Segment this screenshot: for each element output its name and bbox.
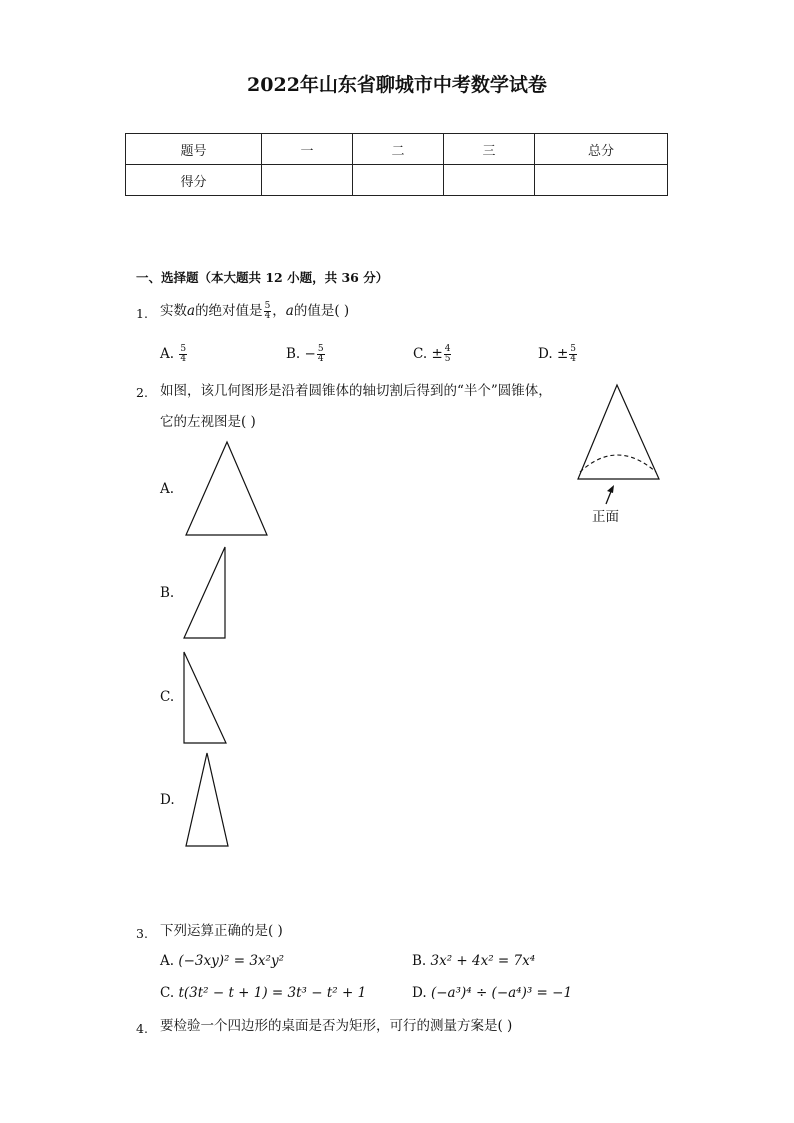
question-number: 4. xyxy=(136,1021,148,1036)
score-table xyxy=(125,133,668,196)
fraction: $\frac{5}{4}$ xyxy=(570,344,576,364)
option-d: D. (−a³)⁴ ÷ (−a⁴)³ = −1 xyxy=(412,985,573,1001)
option-a-label: A. xyxy=(160,481,175,497)
fraction: $\frac{4}{5}$ xyxy=(444,344,451,364)
score-cell xyxy=(535,165,668,196)
fraction: $\frac{5}{4}$ xyxy=(264,301,271,321)
option-d: D. ± $\frac{5}{4}$ xyxy=(538,344,576,364)
question-stem: 要检验一个四边形的桌面是否为矩形，可行的测量方案是( ) xyxy=(160,1018,513,1034)
stem-text: 的值是( ) xyxy=(293,303,350,319)
score-header-cell: 题号 xyxy=(126,134,262,165)
question-number: 2. xyxy=(136,385,148,400)
option-a-triangle xyxy=(184,440,270,538)
option-d-triangle xyxy=(184,751,232,849)
option-b-label: B. xyxy=(160,585,175,601)
option-b: B. − $\frac{5}{4}$ xyxy=(286,344,324,364)
score-row-label: 得分 xyxy=(126,165,262,196)
question-stem: 如图，该几何图形是沿着圆锥体的轴切割后得到的“半个”圆锥体， xyxy=(160,383,552,399)
score-cell xyxy=(444,165,535,196)
section-heading: 一、选择题（本大题共 12 小题，共 36 分） xyxy=(136,270,389,285)
option-c-label: C. xyxy=(160,689,175,705)
fraction: $\frac{5}{4}$ xyxy=(180,344,187,364)
option-d-label: D. xyxy=(160,792,175,808)
stem-text: 实数 xyxy=(160,303,187,319)
stem-text: 的绝对值是 xyxy=(195,303,263,319)
option-c: C. ± $\frac{4}{5}$ xyxy=(413,344,451,364)
score-header-cell: 总分 xyxy=(535,134,668,165)
score-header-cell: 一 xyxy=(262,134,353,165)
fraction: $\frac{5}{4}$ xyxy=(317,344,324,364)
stem-text: ， xyxy=(272,303,286,319)
score-header-cell: 三 xyxy=(444,134,535,165)
cone-base-dashed-arc xyxy=(580,455,656,472)
page-title: 2022年山东省聊城市中考数学试卷 xyxy=(247,74,547,96)
score-cell xyxy=(262,165,353,196)
option-b: B. 3x² + 4x² = 7x⁴ xyxy=(412,953,536,969)
score-header-cell: 二 xyxy=(353,134,444,165)
option-c-triangle xyxy=(182,650,230,746)
option-a: A. $\frac{5}{4}$ xyxy=(160,344,187,364)
question-stem: 下列运算正确的是( ) xyxy=(160,923,283,939)
score-table-header-row xyxy=(126,134,668,165)
question-number: 3. xyxy=(136,926,148,941)
question-stem xyxy=(160,302,349,321)
half-cone-figure xyxy=(570,380,670,490)
math-variable: a xyxy=(187,303,196,319)
option-a: A. (−3xy)² = 3x²y² xyxy=(160,953,284,969)
score-table-row xyxy=(126,165,668,196)
front-arrow-head xyxy=(607,485,614,493)
front-view-label: 正面 xyxy=(592,509,619,525)
option-c: C. t(3t² − t + 1) = 3t³ − t² + 1 xyxy=(160,985,367,1001)
question-number: 1. xyxy=(136,306,148,321)
math-variable: a xyxy=(285,303,294,319)
score-cell xyxy=(353,165,444,196)
option-b-triangle xyxy=(182,545,230,641)
question-stem: 它的左视图是( ) xyxy=(160,414,256,430)
